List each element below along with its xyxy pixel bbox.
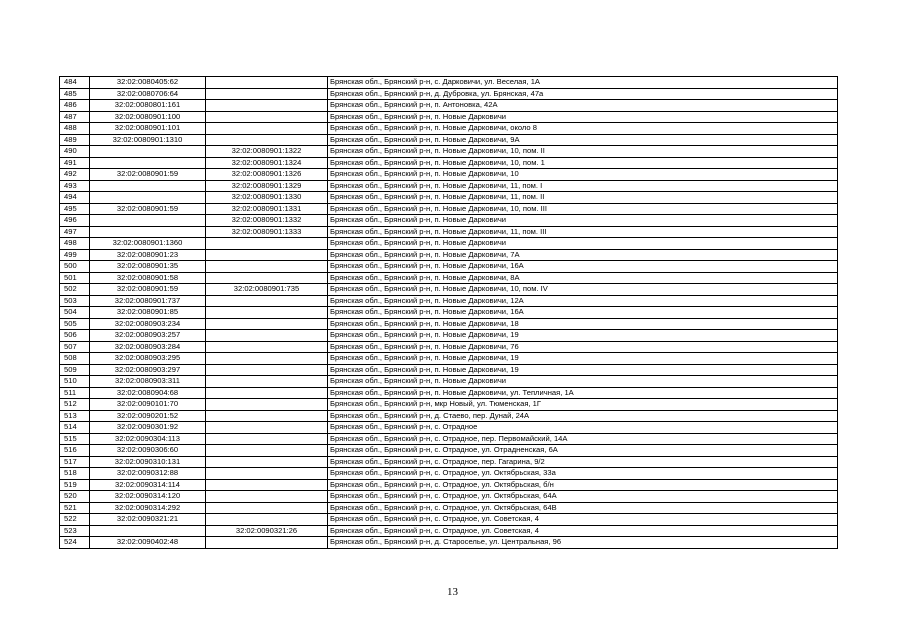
address-cell: Брянская обл., Брянский р-н, п. Новые Дарковичи, 10 [328,169,838,181]
row-number-cell: 516 [60,445,90,457]
table-row [60,491,838,503]
table-row [60,203,838,215]
row-number-cell: 493 [60,180,90,192]
cadastral-number-cell: 32:02:0080903:297 [90,364,206,376]
address-cell: Брянская обл., Брянский р-н, п. Новые Дарковичи [328,238,838,250]
row-number-cell: 504 [60,307,90,319]
cadastral-number-cell: 32:02:0090306:60 [90,445,206,457]
related-cadastral-number-cell [206,111,328,123]
table-row [60,295,838,307]
address-cell: Брянская обл., Брянский р-н, п. Новые Дарковичи, 10, пом. 1 [328,157,838,169]
table-row [60,468,838,480]
address-cell: Брянская обл., Брянский р-н, с. Отрадное, ул. Октябрьская, б/н [328,479,838,491]
address-cell: Брянская обл., Брянский р-н, с. Отрадное, ул. Октябрьская, 33а [328,468,838,480]
address-cell: Брянская обл., Брянский р-н, п. Новые Дарковичи, 19 [328,364,838,376]
address-cell: Брянская обл., Брянский р-н, п. Новые Дарковичи, 8А [328,272,838,284]
address-cell: Брянская обл., Брянский р-н, п. Антоновка, 42А [328,100,838,112]
row-number-cell: 505 [60,318,90,330]
related-cadastral-number-cell [206,433,328,445]
cadastral-number-cell: 32:02:0090312:88 [90,468,206,480]
cadastral-number-cell: 32:02:0080901:100 [90,111,206,123]
cadastral-number-cell: 32:02:0080903:257 [90,330,206,342]
related-cadastral-number-cell [206,353,328,365]
related-cadastral-number-cell [206,307,328,319]
related-cadastral-number-cell [206,261,328,273]
address-cell: Брянская обл., Брянский р-н, с. Отрадное, ул. Советская, 4 [328,514,838,526]
table-row [60,502,838,514]
row-number-cell: 507 [60,341,90,353]
related-cadastral-number-cell [206,341,328,353]
table-row [60,100,838,112]
cadastral-number-cell: 32:02:0080901:737 [90,295,206,307]
table-row [60,376,838,388]
related-cadastral-number-cell: 32:02:0080901:1324 [206,157,328,169]
table-row [60,433,838,445]
row-number-cell: 518 [60,468,90,480]
table-row [60,88,838,100]
row-number-cell: 489 [60,134,90,146]
row-number-cell: 492 [60,169,90,181]
cadastral-number-cell: 32:02:0080901:59 [90,284,206,296]
cadastral-number-cell [90,226,206,238]
related-cadastral-number-cell [206,295,328,307]
cadastral-number-cell: 32:02:0090314:114 [90,479,206,491]
cadastral-number-cell: 32:02:0080901:35 [90,261,206,273]
related-cadastral-number-cell [206,479,328,491]
row-number-cell: 511 [60,387,90,399]
cadastral-number-cell: 32:02:0080901:85 [90,307,206,319]
table-row [60,445,838,457]
address-cell: Брянская обл., Брянский р-н, с. Дарковичи, ул. Веселая, 1А [328,77,838,89]
table-row [60,422,838,434]
related-cadastral-number-cell [206,399,328,411]
table-row [60,192,838,204]
table-row [60,456,838,468]
cadastral-number-cell: 32:02:0080901:1310 [90,134,206,146]
row-number-cell: 487 [60,111,90,123]
table-row [60,525,838,537]
row-number-cell: 484 [60,77,90,89]
table-row [60,215,838,227]
address-cell: Брянская обл., Брянский р-н, п. Новые Дарковичи, 11, пом. II [328,192,838,204]
table-row [60,514,838,526]
row-number-cell: 514 [60,422,90,434]
cadastral-number-cell: 32:02:0090310:131 [90,456,206,468]
table-row [60,330,838,342]
address-cell: Брянская обл., Брянский р-н, д. Стаево, пер. Дунай, 24А [328,410,838,422]
row-number-cell: 501 [60,272,90,284]
related-cadastral-number-cell [206,468,328,480]
address-cell: Брянская обл., Брянский р-н, п. Новые Дарковичи, 10, пом. IV [328,284,838,296]
address-cell: Брянская обл., Брянский р-н, п. Новые Дарковичи, 76 [328,341,838,353]
related-cadastral-number-cell: 32:02:0080901:1333 [206,226,328,238]
cadastral-number-cell: 32:02:0080901:58 [90,272,206,284]
row-number-cell: 495 [60,203,90,215]
address-cell: Брянская обл., Брянский р-н, п. Новые Дарковичи, 19 [328,330,838,342]
cadastral-number-cell: 32:02:0090314:120 [90,491,206,503]
table-row [60,249,838,261]
address-cell: Брянская обл., Брянский р-н, с. Отрадное, пер. Первомайский, 14А [328,433,838,445]
table-row [60,226,838,238]
row-number-cell: 490 [60,146,90,158]
related-cadastral-number-cell: 32:02:0080901:1326 [206,169,328,181]
cadastral-number-cell: 32:02:0080706:64 [90,88,206,100]
cadastral-number-cell: 32:02:0080901:101 [90,123,206,135]
address-cell: Брянская обл., Брянский р-н, п. Новые Дарковичи, 10, пом. II [328,146,838,158]
row-number-cell: 496 [60,215,90,227]
related-cadastral-number-cell [206,318,328,330]
address-cell: Брянская обл., Брянский р-н, с. Отрадное [328,422,838,434]
related-cadastral-number-cell [206,100,328,112]
registry-body [60,77,838,549]
row-number-cell: 502 [60,284,90,296]
address-cell: Брянская обл., Брянский р-н, п. Новые Дарковичи, 19 [328,353,838,365]
row-number-cell: 497 [60,226,90,238]
row-number-cell: 498 [60,238,90,250]
row-number-cell: 500 [60,261,90,273]
related-cadastral-number-cell: 32:02:0090321:26 [206,525,328,537]
row-number-cell: 494 [60,192,90,204]
address-cell: Брянская обл., Брянский р-н, п. Новые Дарковичи, 7А [328,249,838,261]
address-cell: Брянская обл., Брянский р-н, п. Новые Дарковичи [328,111,838,123]
related-cadastral-number-cell [206,514,328,526]
row-number-cell: 510 [60,376,90,388]
table-row [60,318,838,330]
address-cell: Брянская обл., Брянский р-н, с. Отрадное, ул. Отрадненская, 6А [328,445,838,457]
related-cadastral-number-cell: 32:02:0080901:735 [206,284,328,296]
row-number-cell: 485 [60,88,90,100]
related-cadastral-number-cell [206,376,328,388]
address-cell: Брянская обл., Брянский р-н, д. Староселье, ул. Центральная, 96 [328,537,838,549]
address-cell: Брянская обл., Брянский р-н, п. Новые Дарковичи, 11, пом. I [328,180,838,192]
row-number-cell: 523 [60,525,90,537]
property-registry-table [59,76,838,549]
related-cadastral-number-cell [206,445,328,457]
table-row [60,284,838,296]
cadastral-number-cell: 32:02:0090402:48 [90,537,206,549]
table-row [60,180,838,192]
page-number: 13 [447,586,458,598]
row-number-cell: 515 [60,433,90,445]
table-row [60,134,838,146]
cadastral-number-cell: 32:02:0090314:292 [90,502,206,514]
address-cell: Брянская обл., Брянский р-н, п. Новые Дарковичи, 16А [328,307,838,319]
cadastral-number-cell: 32:02:0080904:68 [90,387,206,399]
table-row [60,399,838,411]
address-cell: Брянская обл., Брянский р-н, с. Отрадное, пер. Гагарина, 9/2 [328,456,838,468]
related-cadastral-number-cell [206,77,328,89]
related-cadastral-number-cell: 32:02:0080901:1332 [206,215,328,227]
related-cadastral-number-cell: 32:02:0080901:1331 [206,203,328,215]
address-cell: Брянская обл., Брянский р-н, мкр Новый, ул. Тюменская, 1Г [328,399,838,411]
row-number-cell: 508 [60,353,90,365]
cadastral-number-cell: 32:02:0080901:59 [90,169,206,181]
related-cadastral-number-cell [206,387,328,399]
table-row [60,146,838,158]
related-cadastral-number-cell [206,249,328,261]
cadastral-number-cell [90,157,206,169]
related-cadastral-number-cell [206,272,328,284]
address-cell: Брянская обл., Брянский р-н, п. Новые Дарковичи, 12А [328,295,838,307]
related-cadastral-number-cell [206,491,328,503]
table-row [60,353,838,365]
cadastral-number-cell: 32:02:0080901:23 [90,249,206,261]
row-number-cell: 509 [60,364,90,376]
row-number-cell: 503 [60,295,90,307]
cadastral-number-cell: 32:02:0090101:70 [90,399,206,411]
cadastral-number-cell: 32:02:0080801:161 [90,100,206,112]
address-cell: Брянская обл., Брянский р-н, п. Новые Дарковичи, 11, пом. III [328,226,838,238]
related-cadastral-number-cell [206,134,328,146]
cadastral-number-cell: 32:02:0080903:234 [90,318,206,330]
row-number-cell: 519 [60,479,90,491]
row-number-cell: 524 [60,537,90,549]
related-cadastral-number-cell [206,88,328,100]
cadastral-number-cell: 32:02:0090304:113 [90,433,206,445]
table-row [60,169,838,181]
cadastral-number-cell: 32:02:0080903:284 [90,341,206,353]
related-cadastral-number-cell [206,456,328,468]
related-cadastral-number-cell: 32:02:0080901:1322 [206,146,328,158]
row-number-cell: 491 [60,157,90,169]
address-cell: Брянская обл., Брянский р-н, с. Отрадное, ул. Октябрьская, 64А [328,491,838,503]
cadastral-number-cell [90,146,206,158]
table-row [60,387,838,399]
cadastral-number-cell [90,180,206,192]
address-cell: Брянская обл., Брянский р-н, д. Дубровка, ул. Брянская, 47а [328,88,838,100]
table-row [60,123,838,135]
cadastral-number-cell: 32:02:0080903:311 [90,376,206,388]
cadastral-number-cell: 32:02:0080901:59 [90,203,206,215]
table-row [60,111,838,123]
address-cell: Брянская обл., Брянский р-н, п. Новые Дарковичи, ул. Тепличная, 1А [328,387,838,399]
row-number-cell: 488 [60,123,90,135]
cadastral-number-cell [90,525,206,537]
address-cell: Брянская обл., Брянский р-н, п. Новые Дарковичи, 9А [328,134,838,146]
related-cadastral-number-cell [206,410,328,422]
related-cadastral-number-cell [206,537,328,549]
table-row [60,77,838,89]
address-cell: Брянская обл., Брянский р-н, п. Новые Дарковичи, 18 [328,318,838,330]
address-cell: Брянская обл., Брянский р-н, п. Новые Дарковичи [328,376,838,388]
row-number-cell: 486 [60,100,90,112]
related-cadastral-number-cell [206,123,328,135]
table-row [60,272,838,284]
related-cadastral-number-cell: 32:02:0080901:1330 [206,192,328,204]
cadastral-number-cell [90,192,206,204]
row-number-cell: 506 [60,330,90,342]
address-cell: Брянская обл., Брянский р-н, п. Новые Дарковичи, около 8 [328,123,838,135]
row-number-cell: 517 [60,456,90,468]
row-number-cell: 521 [60,502,90,514]
related-cadastral-number-cell [206,330,328,342]
address-cell: Брянская обл., Брянский р-н, п. Новые Дарковичи, 10, пом. III [328,203,838,215]
address-cell: Брянская обл., Брянский р-н, с. Отрадное, ул. Октябрьская, 64В [328,502,838,514]
row-number-cell: 512 [60,399,90,411]
cadastral-number-cell: 32:02:0080903:295 [90,353,206,365]
cadastral-number-cell: 32:02:0090321:21 [90,514,206,526]
related-cadastral-number-cell [206,502,328,514]
row-number-cell: 520 [60,491,90,503]
cadastral-number-cell: 32:02:0090301:92 [90,422,206,434]
related-cadastral-number-cell [206,238,328,250]
table-row [60,157,838,169]
address-cell: Брянская обл., Брянский р-н, п. Новые Дарковичи, 16А [328,261,838,273]
address-cell: Брянская обл., Брянский р-н, п. Новые Дарковичи [328,215,838,227]
row-number-cell: 499 [60,249,90,261]
table-row [60,341,838,353]
table-row [60,238,838,250]
related-cadastral-number-cell [206,422,328,434]
cadastral-number-cell [90,215,206,227]
table-row [60,537,838,549]
address-cell: Брянская обл., Брянский р-н, с. Отрадное, ул. Советская, 4 [328,525,838,537]
related-cadastral-number-cell: 32:02:0080901:1329 [206,180,328,192]
table-row [60,261,838,273]
cadastral-number-cell: 32:02:0080405:62 [90,77,206,89]
table-row [60,364,838,376]
row-number-cell: 513 [60,410,90,422]
table-row [60,479,838,491]
row-number-cell: 522 [60,514,90,526]
related-cadastral-number-cell [206,364,328,376]
table-row [60,410,838,422]
table-row [60,307,838,319]
cadastral-number-cell: 32:02:0090201:52 [90,410,206,422]
cadastral-number-cell: 32:02:0080901:1360 [90,238,206,250]
